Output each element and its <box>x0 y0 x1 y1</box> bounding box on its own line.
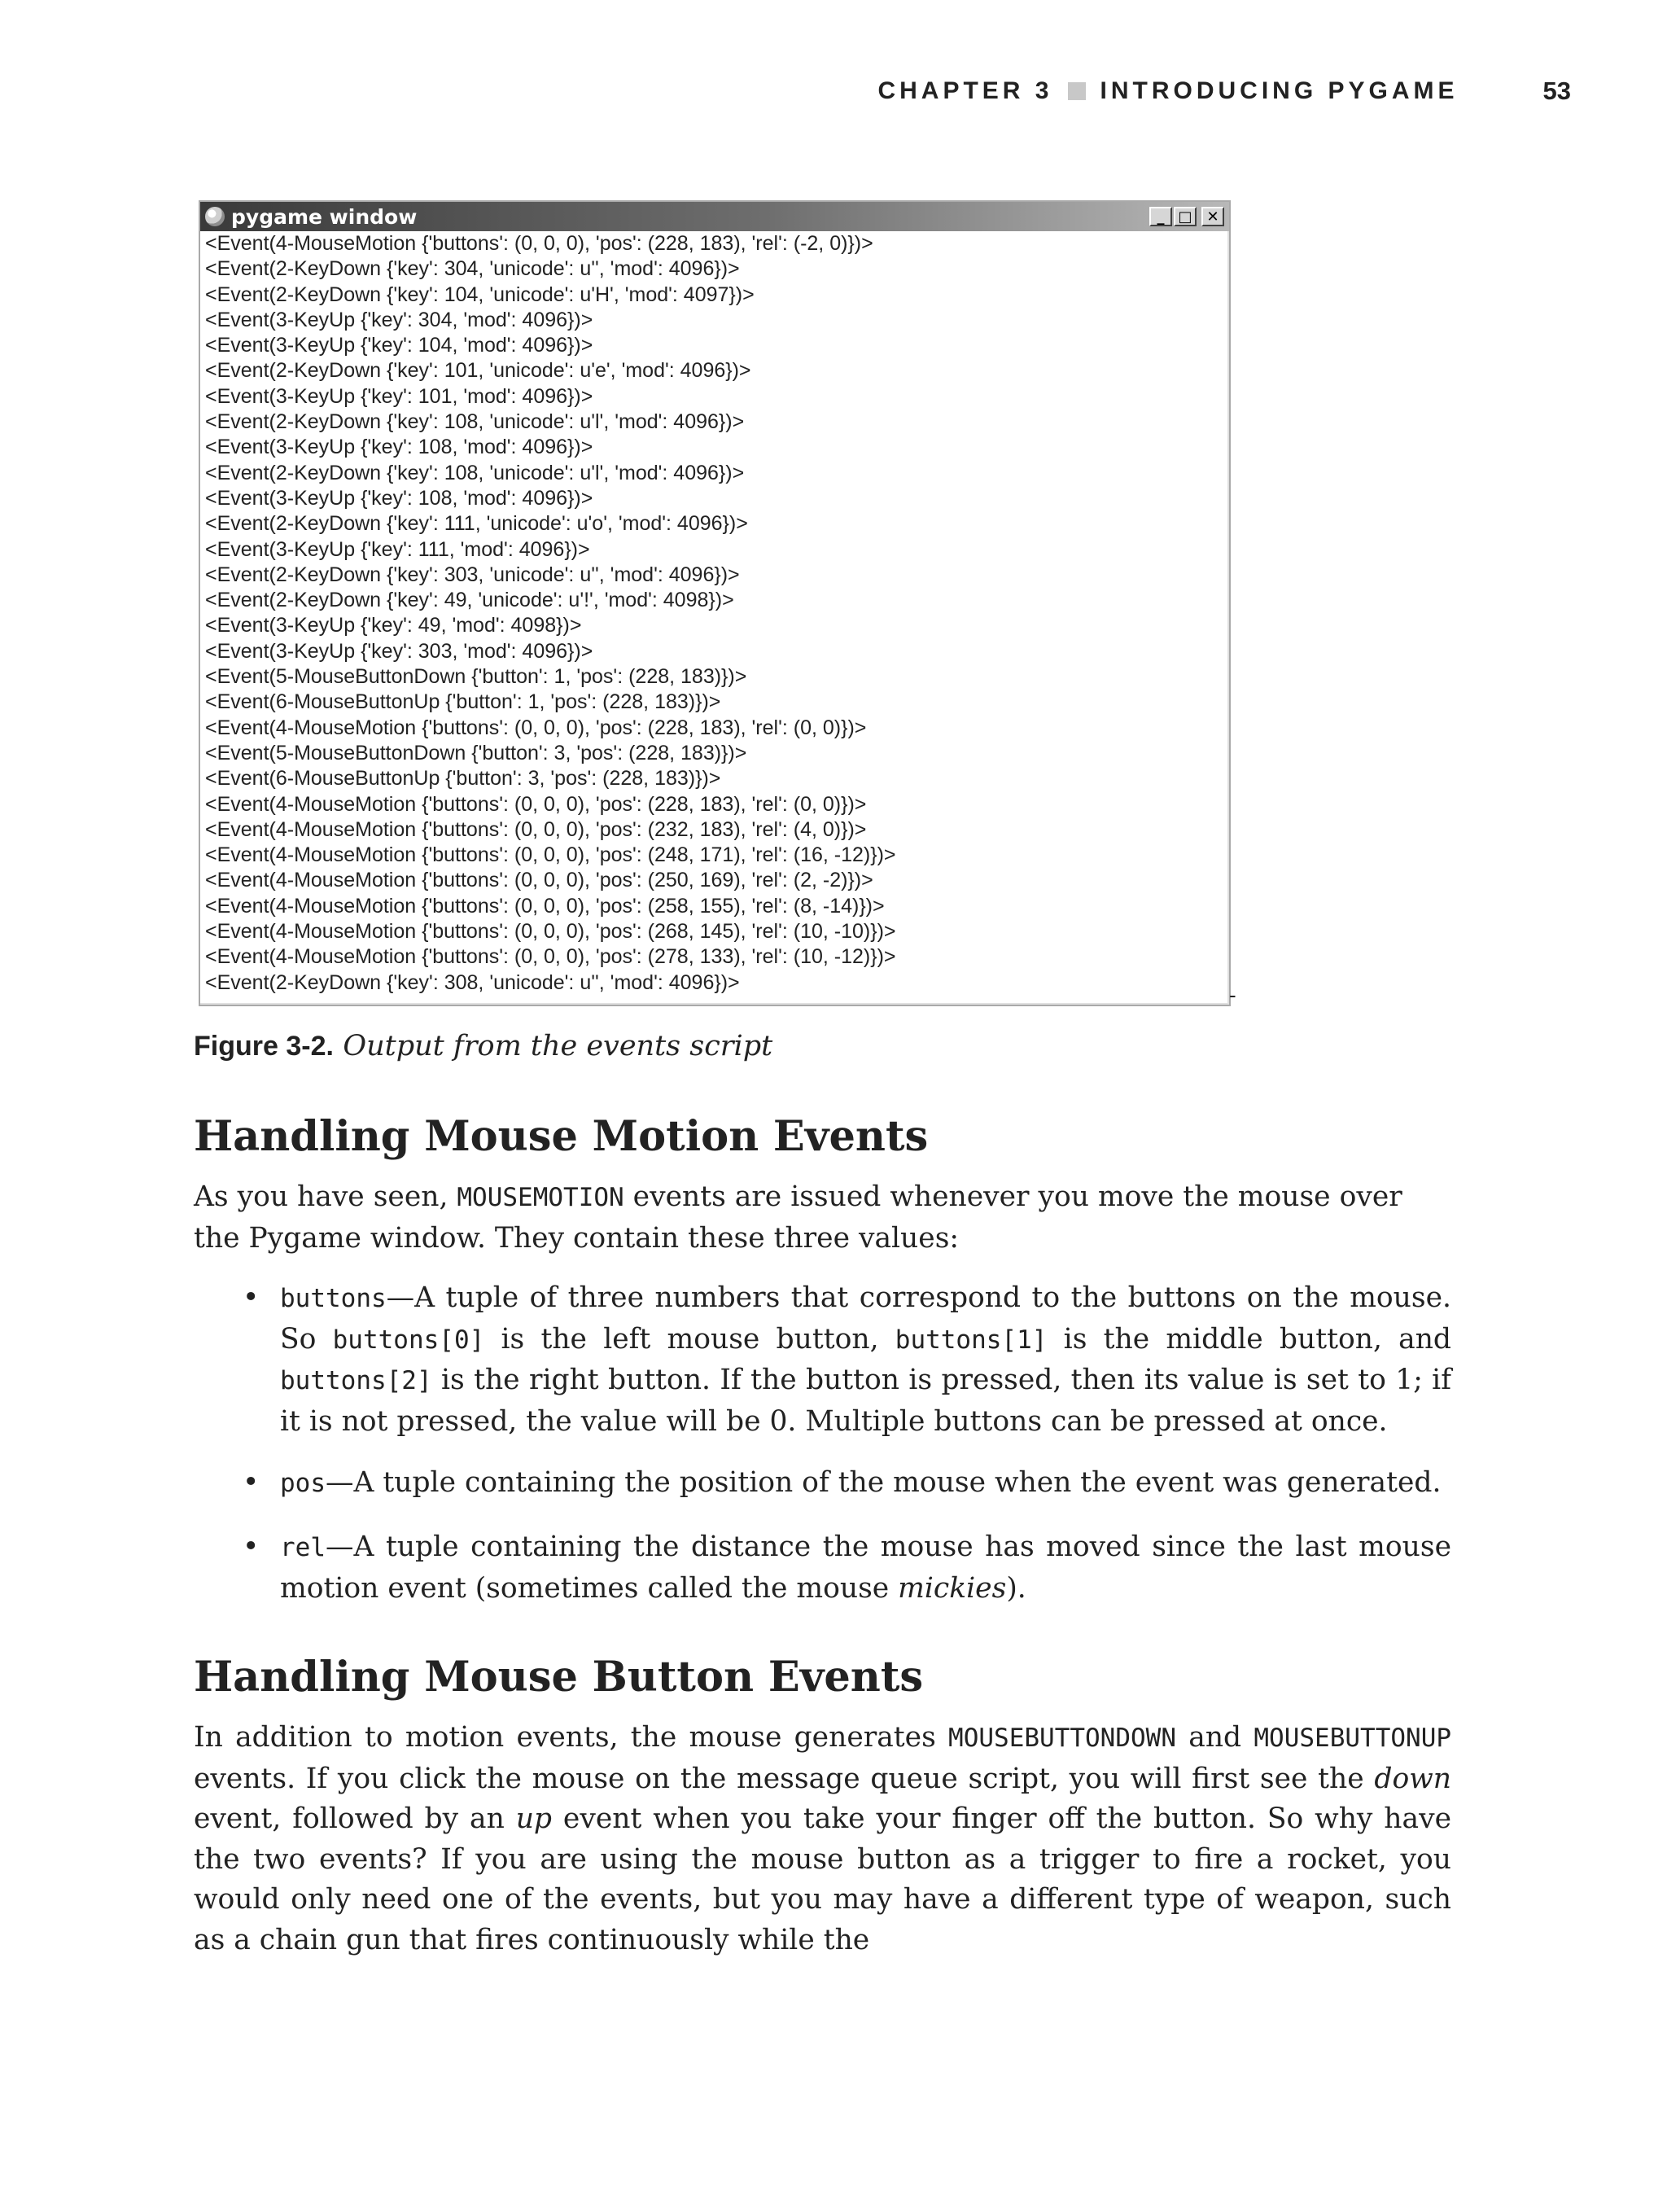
event-log-line: <Event(4-MouseMotion {'buttons': (0, 0, 0), 'pos': (258, 155), 'rel': (8, -14)})> <box>205 894 885 918</box>
bullet-item-pos <box>243 1463 1451 1505</box>
event-log-line: <Event(4-MouseMotion {'buttons': (0, 0, 0), 'pos': (268, 145), 'rel': (10, -10)})> <box>205 920 896 944</box>
event-log-line: <Event(3-KeyUp {'key': 111, 'mod': 4096})> <box>205 537 590 561</box>
event-log-line: <Event(3-KeyUp {'key': 104, 'mod': 4096})> <box>205 334 593 357</box>
text: ). <box>1006 1571 1026 1605</box>
text: —A tuple containing the distance the mouse has moved since the last mouse motion event (sometimes called the mouse <box>280 1531 1451 1605</box>
text: event when you take your finger off the button. So why have the two events? If you are using the mouse button as a trigger to fire a rocket, you would only need one of the events, but you may have a different type of weapon, such as a chain gun that fires continuously while the <box>194 1802 1451 1956</box>
paragraph-mouse-button-events <box>194 1718 1451 1960</box>
window-title: pygame window <box>231 204 418 229</box>
text: event, followed by an <box>194 1802 505 1835</box>
event-log-line: <Event(6-MouseButtonUp {'button': 3, 'pos': (228, 183)})> <box>205 767 721 791</box>
figure-trailing-mark: - <box>1229 983 1236 1007</box>
window-controls <box>1148 207 1224 226</box>
event-log-line: <Event(3-KeyUp {'key': 303, 'mod': 4096})> <box>205 639 593 663</box>
event-log-line: <Event(6-MouseButtonUp {'button': 1, 'pos': (228, 183)})> <box>205 690 721 714</box>
text: events. If you click the mouse on the message queue script, you will first see the <box>194 1762 1364 1795</box>
event-log-line: <Event(2-KeyDown {'key': 101, 'unicode': u'e', 'mod': 4096})> <box>205 359 751 383</box>
italic-up: up <box>515 1802 553 1835</box>
text: events are issued whenever you move the mouse over the Pygame window. They contain these three values: <box>194 1180 1402 1255</box>
maximize-icon[interactable]: □ <box>1174 207 1197 226</box>
pygame-app-icon <box>205 207 225 226</box>
event-log-line: <Event(3-KeyUp {'key': 304, 'mod': 4096})> <box>205 308 593 331</box>
event-log-line: <Event(2-KeyDown {'key': 303, 'unicode': u'', 'mod': 4096})> <box>205 563 740 586</box>
event-log-line: <Event(3-KeyUp {'key': 49, 'mod': 4098})> <box>205 614 582 637</box>
bullet-text <box>280 1527 1451 1609</box>
paragraph-mousemotion-intro <box>194 1177 1451 1259</box>
event-log-line: <Event(4-MouseMotion {'buttons': (0, 0, 0), 'pos': (248, 171), 'rel': (16, -12)})> <box>205 843 896 867</box>
event-log-line: <Event(2-KeyDown {'key': 108, 'unicode': u'l', 'mod': 4096})> <box>205 410 745 434</box>
event-log-line: <Event(4-MouseMotion {'buttons': (0, 0, 0), 'pos': (278, 133), 'rel': (10, -12)})> <box>205 945 896 969</box>
section-heading-mouse-motion: Handling Mouse Motion Events <box>194 1112 929 1161</box>
running-header <box>877 77 1571 106</box>
close-icon[interactable]: ✕ <box>1201 207 1224 226</box>
event-log-line: <Event(5-MouseButtonDown {'button': 1, 'pos': (228, 183)})> <box>205 665 747 689</box>
event-log-line: <Event(3-KeyUp {'key': 108, 'mod': 4096})> <box>205 436 593 459</box>
text: is the left mouse button, <box>501 1322 879 1356</box>
text: and <box>1188 1721 1242 1754</box>
page-number: 53 <box>1542 77 1571 105</box>
code-buttons-1: buttons[1] <box>895 1325 1048 1355</box>
event-log-line: <Event(2-KeyDown {'key': 104, 'unicode': u'H', 'mod': 4097})> <box>205 283 755 306</box>
code-buttons: buttons <box>280 1284 387 1313</box>
event-log-line: <Event(4-MouseMotion {'buttons': (0, 0, 0), 'pos': (228, 183), 'rel': (0, 0)})> <box>205 792 867 816</box>
header-separator-square <box>1068 82 1086 100</box>
event-log-line: <Event(4-MouseMotion {'buttons': (0, 0, 0), 'pos': (228, 183), 'rel': (-2, 0)})> <box>205 232 873 255</box>
code-mousebuttondown: MOUSEBUTTONDOWN <box>948 1724 1177 1753</box>
bullet-dot: • <box>243 1531 260 1563</box>
bullet-text <box>280 1463 1451 1505</box>
window-titlebar[interactable] <box>200 202 1229 231</box>
code-pos: pos <box>280 1469 326 1498</box>
bullet-item-rel <box>243 1527 1451 1609</box>
minimize-icon[interactable]: _ <box>1149 207 1172 226</box>
event-log-line: <Event(2-KeyDown {'key': 111, 'unicode': u'o', 'mod': 4096})> <box>205 512 748 536</box>
code-buttons-2: buttons[2] <box>280 1366 432 1395</box>
code-rel: rel <box>280 1533 326 1562</box>
event-log-line: <Event(3-KeyUp {'key': 108, 'mod': 4096})> <box>205 486 593 510</box>
text: —A tuple containing the position of the mouse when the event was generated. <box>326 1466 1442 1499</box>
section-heading-mouse-button: Handling Mouse Button Events <box>194 1653 924 1702</box>
code-mousebuttonup: MOUSEBUTTONUP <box>1254 1724 1452 1753</box>
figure-caption-text: Output from the events script <box>343 1030 773 1062</box>
text: is the middle button, and <box>1063 1322 1452 1356</box>
event-log-line: <Event(4-MouseMotion {'buttons': (0, 0, 0), 'pos': (228, 183), 'rel': (0, 0)})> <box>205 716 867 739</box>
event-log-line: <Event(4-MouseMotion {'buttons': (0, 0, 0), 'pos': (232, 183), 'rel': (4, 0)})> <box>205 817 867 841</box>
text: is the right button. If the button is pressed, then its value is set to 1; if it is not pressed, the value will be 0. Multiple buttons can be pressed at once. <box>280 1364 1451 1438</box>
event-output-area <box>200 231 1229 996</box>
figure-caption <box>194 1029 772 1062</box>
text: As you have seen, <box>194 1180 448 1213</box>
event-log-line: <Event(2-KeyDown {'key': 304, 'unicode': u'', 'mod': 4096})> <box>205 257 740 281</box>
event-log-line: <Event(2-KeyDown {'key': 308, 'unicode': u'', 'mod': 4096})> <box>205 970 740 994</box>
event-log-line: <Event(5-MouseButtonDown {'button': 3, 'pos': (228, 183)})> <box>205 741 747 764</box>
event-log-line: <Event(4-MouseMotion {'buttons': (0, 0, 0), 'pos': (250, 169), 'rel': (2, -2)})> <box>205 869 873 892</box>
bullet-dot: • <box>243 1466 260 1499</box>
pygame-window <box>199 200 1231 1006</box>
chapter-label: CHAPTER 3 <box>877 77 1053 104</box>
bullet-text <box>280 1278 1451 1442</box>
event-log-line: <Event(3-KeyUp {'key': 101, 'mod': 4096})> <box>205 384 593 408</box>
italic-down: down <box>1374 1762 1451 1795</box>
bullet-dot: • <box>243 1281 260 1314</box>
code-buttons-0: buttons[0] <box>332 1325 485 1355</box>
event-log-line: <Event(2-KeyDown {'key': 108, 'unicode': u'l', 'mod': 4096})> <box>205 461 745 484</box>
italic-mickies: mickies <box>898 1571 1007 1605</box>
event-log-line: <Event(2-KeyDown {'key': 49, 'unicode': u'!', 'mod': 4098})> <box>205 589 734 612</box>
figure-label: Figure 3-2. <box>194 1031 334 1062</box>
code-mousemotion: MOUSEMOTION <box>457 1183 624 1212</box>
text: In addition to motion events, the mouse generates <box>194 1721 936 1754</box>
chapter-title: INTRODUCING PYGAME <box>1100 77 1459 104</box>
bullet-item-buttons <box>243 1278 1451 1442</box>
text: —A tuple of three numbers that correspond to the buttons on the mouse. So <box>280 1281 1451 1356</box>
